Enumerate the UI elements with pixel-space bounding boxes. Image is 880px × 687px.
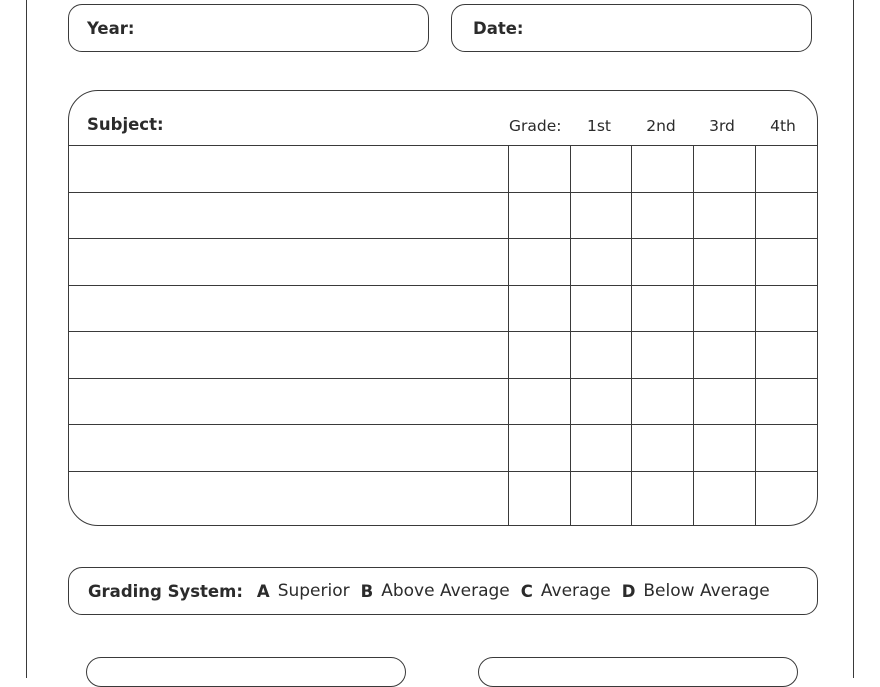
grade-cell-q4[interactable] (693, 238, 755, 285)
grade-desc-d: Below Average (643, 581, 770, 601)
grade-cell-q4[interactable] (693, 145, 755, 192)
grade-cell-q2[interactable] (570, 471, 631, 527)
subject-header: Subject: (87, 115, 164, 134)
subject-cell[interactable] (69, 238, 508, 285)
grade-cell-q2[interactable] (570, 331, 631, 378)
grade-letter-b: B (360, 581, 374, 601)
grade-cell-q2[interactable] (570, 285, 631, 332)
grade-cell-q4[interactable] (693, 331, 755, 378)
grades-table (68, 90, 818, 526)
subject-cell[interactable] (69, 471, 508, 527)
bottom-right-field[interactable] (478, 657, 798, 687)
subject-cell[interactable] (69, 331, 508, 378)
grade-desc-c: Average (540, 581, 611, 601)
grading-system-box (68, 567, 818, 615)
subject-cell[interactable] (69, 192, 508, 239)
grade-letter-d: D (621, 581, 636, 601)
grade-letter-a: A (256, 581, 270, 601)
subject-cell[interactable] (69, 145, 508, 192)
grade-cell-q3[interactable] (631, 285, 693, 332)
date-field[interactable] (451, 4, 812, 52)
year-field[interactable] (68, 4, 429, 52)
grade-cell-q1[interactable] (508, 424, 570, 471)
grade-cell-q2[interactable] (570, 145, 631, 192)
grade-cell-q1[interactable] (508, 378, 570, 425)
grade-cell-q3[interactable] (631, 471, 693, 527)
grade-cell-q4[interactable] (693, 378, 755, 425)
date-label: Date: (473, 18, 524, 38)
grade-cell-q4[interactable] (693, 424, 755, 471)
grade-cell-q3[interactable] (631, 331, 693, 378)
grade-cell-q3[interactable] (631, 238, 693, 285)
grade-cell-q2[interactable] (570, 238, 631, 285)
grade-cell-q3[interactable] (631, 424, 693, 471)
grade-cell-q3[interactable] (631, 378, 693, 425)
grade-desc-a: Superior (277, 581, 350, 601)
grade-cell-q1[interactable] (508, 238, 570, 285)
grade-cell-q2[interactable] (570, 378, 631, 425)
grade-cell-q4[interactable] (693, 471, 755, 527)
grade-cell-q1[interactable] (508, 331, 570, 378)
year-input[interactable] (143, 18, 429, 38)
grade-header: Grade: (509, 117, 562, 135)
grade-cell-q2[interactable] (570, 192, 631, 239)
grades-table-header (69, 91, 817, 146)
grade-cell-q1[interactable] (508, 192, 570, 239)
grade-cell-q4[interactable] (693, 285, 755, 332)
grade-cell-q3[interactable] (631, 145, 693, 192)
quarter-header-2: 2nd (646, 117, 676, 135)
grade-cell-q1[interactable] (508, 145, 570, 192)
subject-cell[interactable] (69, 378, 508, 425)
grade-letter-c: C (520, 581, 533, 601)
subject-cell[interactable] (69, 424, 508, 471)
grade-desc-b: Above Average (381, 581, 510, 601)
subject-cell[interactable] (69, 285, 508, 332)
grade-cell-q1[interactable] (508, 285, 570, 332)
grade-cell-q3[interactable] (631, 192, 693, 239)
quarter-header-4: 4th (770, 117, 796, 135)
date-input[interactable] (532, 18, 811, 38)
grade-cell-q1[interactable] (508, 471, 570, 527)
bottom-left-field[interactable] (86, 657, 406, 687)
grade-cell-q4[interactable] (693, 192, 755, 239)
quarter-header-1: 1st (586, 117, 611, 135)
quarter-header-3: 3rd (709, 117, 735, 135)
table-column-divider (755, 145, 756, 525)
grade-cell-q2[interactable] (570, 424, 631, 471)
year-label: Year: (87, 18, 135, 38)
grading-system-title: Grading System: (88, 581, 243, 601)
